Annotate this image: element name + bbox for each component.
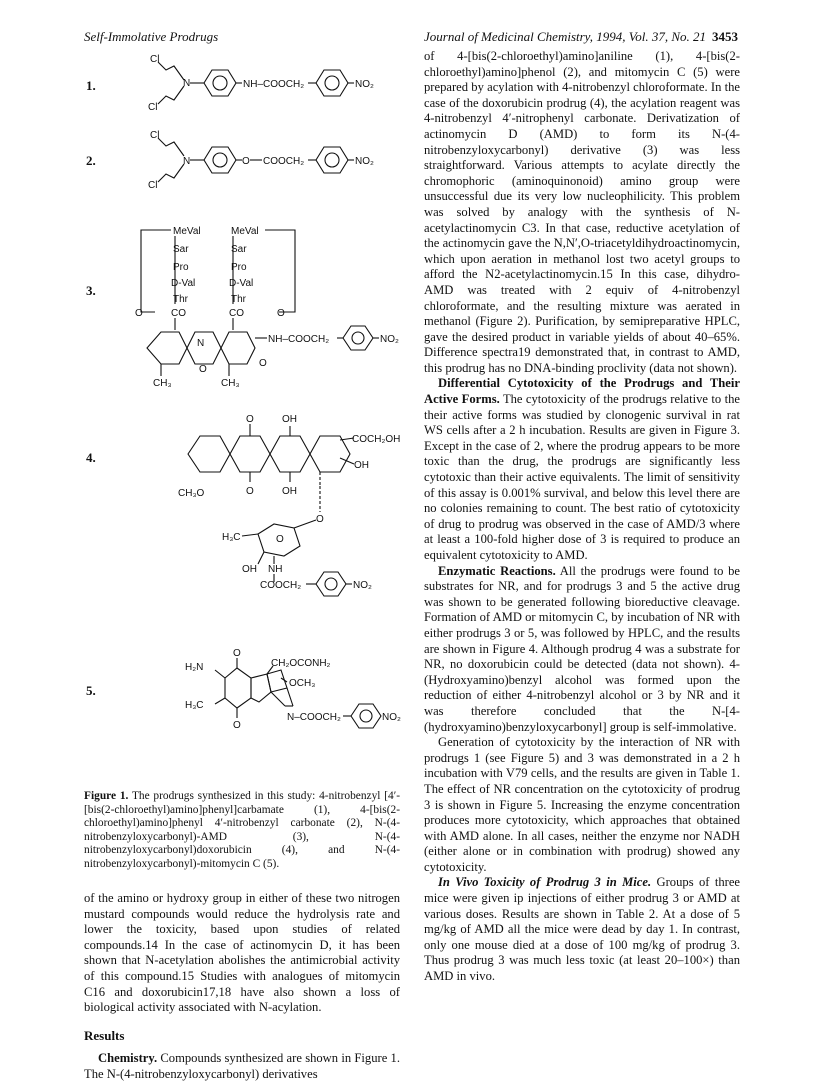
chemistry-paragraph: [84, 1051, 400, 1082]
compound-label-5: 5.: [86, 683, 96, 698]
s3-sar-1: Sar: [173, 244, 189, 255]
journal-citation: Journal of Medicinal Chemistry, 1994, Vol. 37, No. 21: [424, 29, 707, 44]
s3-pro-1: Pro: [173, 262, 189, 273]
cytotoxicity-paragraph: [424, 376, 740, 563]
s4-no2: NO₂: [353, 580, 372, 591]
structure-2: [140, 128, 380, 192]
caption-text: The prodrugs synthesized in this study: 4-nitrobenzyl [4′-[bis(2-chloroethyl)amino]phenyl]carbamate (1), 4-[bis(2-chloroethyl)amino]phenyl 4′-nitrobenzyl carbonate (2), N-(4-nitrobenzyloxycarbonyl)-AMD (3), N-(4-nitrobenzyloxycarbonyl)doxorubicin (4), and N-(4-nitrobenzyloxycarbonyl)-mitomycin C (5).: [84, 790, 400, 870]
s4-o-bottom: O: [246, 486, 254, 497]
s2-o: O: [242, 156, 250, 167]
s2-no2: NO₂: [355, 156, 374, 167]
s2-cl-bottom: Cl: [148, 180, 158, 191]
invivo-heading: In Vivo Toxicity of Prodrug 3 in Mice.: [438, 875, 652, 890]
page-number: 3453: [712, 29, 739, 44]
s5-h3c: H₃C: [185, 700, 204, 711]
compound-label-1: 1.: [86, 78, 96, 93]
s5-n-carbamate: N–COOCH₂: [287, 712, 341, 723]
s4-cococh2oh: COCH₂OH: [352, 434, 401, 445]
structure-3: [125, 220, 405, 390]
s2-carbonate: COOCH₂: [263, 156, 305, 167]
s5-h2n: H₂N: [185, 662, 204, 673]
s1-no2: NO₂: [355, 79, 374, 90]
s3-co-1: CO: [171, 308, 186, 319]
s3-o-2: O: [277, 308, 285, 319]
s3-co-2: CO: [229, 308, 244, 319]
s4-h3c: H₃C: [222, 532, 241, 543]
s3-dval-2: D-Val: [229, 278, 254, 289]
s4-o-top: O: [246, 414, 254, 425]
chemistry-heading: Chemistry.: [98, 1051, 158, 1066]
s1-cl-bottom: Cl: [148, 102, 158, 113]
s3-dval-1: D-Val: [171, 278, 196, 289]
s3-meval-1: MeVal: [173, 226, 201, 237]
enzymatic-text: All the prodrugs were found to be substrates for NR, and for prodrugs 3 and 5 the active drug was shown to be generated following bioreductive cleavage. Formation of AMD or mitomycin C, by incubation of NR with either prodrugs 3 or 5, was followed by HPLC, and the results are shown in Figure 4. Although prodrug 4 was a substrate for NR, no doxorubicin could be detected (data not shown). 4-(Hydroxyamino)benzyl alcohol was formed upon the reduction of either 4-nitrobenzyl alcohol or 3 by NR and it was therefore concluded that the N-[4-(hydroxyamino)benzyloxycarbonyl] group is self-immolative.: [424, 563, 740, 734]
s5-o-bottom: O: [233, 720, 241, 731]
compound-label-4: 4.: [86, 450, 96, 465]
s3-thr-2: Thr: [231, 294, 246, 305]
s3-o-keto: O: [259, 358, 267, 369]
s3-ch3-1: CH₃: [153, 378, 172, 389]
invivo-paragraph: [424, 875, 740, 984]
s4-oh-bottom: OH: [282, 486, 297, 497]
structure-1: [140, 52, 380, 112]
s3-meval-2: MeVal: [231, 226, 259, 237]
s5-och3: OCH₃: [289, 678, 316, 689]
invivo-text: Groups of three mice were given ip injections of either prodrug 3 or AMD at various doses. Results are shown in Table 2. At a dose of 5 mg/kg of AMD all the mice were dead by day 1. In contrast, only one mouse died at a dose of 100 mg/kg of prodrug 3. Thus prodrug 3 was much less toxic (at least 20–100×) than AMD in vivo.: [424, 875, 741, 984]
s1-carbamate: NH–COOCH₂: [243, 79, 305, 90]
s4-cooch2: COOCH₂: [260, 580, 302, 591]
s1-cl-top: Cl: [150, 54, 160, 65]
s3-n: N: [197, 338, 205, 349]
chemistry-text: Compounds synthesized are shown in Figure 1. The N-(4-nitrobenzyloxycarbonyl) derivatives: [84, 1051, 400, 1081]
compound-label-2: 2.: [86, 153, 96, 168]
left-column: [84, 891, 400, 1083]
s1-n: N: [183, 78, 191, 89]
enzymatic-paragraph: [424, 564, 740, 736]
enzymatic-heading: Enzymatic Reactions.: [438, 563, 556, 578]
results-heading: Results: [84, 1027, 125, 1043]
running-header-left: Self-Immolative Prodrugs: [84, 29, 219, 44]
caption-label: Figure 1.: [84, 790, 129, 802]
s4-oh-right: OH: [354, 460, 369, 471]
s3-carbamate: NH–COOCH₂: [268, 334, 330, 345]
s4-o-ring: O: [276, 534, 284, 545]
structure-4: [170, 402, 401, 607]
right-column: [424, 49, 740, 985]
s2-cl-top: Cl: [150, 130, 160, 141]
s5-no2: NO₂: [382, 712, 401, 723]
s3-pro-2: Pro: [231, 262, 247, 273]
s4-oh-sugar: OH: [242, 564, 257, 575]
structure-5: [175, 648, 401, 758]
s3-thr-1: Thr: [173, 294, 188, 305]
s4-ch3o: CH₃O: [178, 488, 205, 499]
compound-label-3: 3.: [86, 283, 96, 298]
s3-ch3-2: CH₃: [221, 378, 240, 389]
s4-o-glyco: O: [316, 514, 324, 525]
s2-n: N: [183, 156, 191, 167]
s5-ch2oconh2: CH₂OCONH₂: [271, 658, 331, 669]
left-paragraph-1: of the amino or hydroxy group in either of these two nitrogen mustard compounds would reduce the hydrolysis rate and lower the toxicity, based upon studies of related compounds.14 In the case of actinomycin D, it has been shown that N-acetylation abolishes the antimicrobial activity of this compound.15 Studies with analogues of mitomycin C16 and doxorubicin17,18 have also shown a loss of biological activity associated with N-acylation.: [84, 891, 400, 1015]
s5-o-top: O: [233, 648, 241, 659]
figure-caption: [84, 790, 400, 872]
running-header-right: [424, 29, 738, 45]
cytotoxicity-text: The cytotoxicity of the prodrugs relative to the their active forms was studied by clonogenic survival in rat WS cells after a 2 h incubation. Results are given in Figure 3. Except in the case of 2, where the prodrug appears to be more toxic than the drug, the prodrugs are significantly less cytotoxic than their active equivalents. The limit of sensitivity of this assay is 0.001% survival, and below this level there are no colonies remaining to count. The best ratio of cytotoxicity of drug to prodrug was observed in the case of AMD/3 where at least a 100-fold higher dose of 3 is required to produce an equivalent cytotoxicity to AMD.: [424, 392, 740, 562]
generation-paragraph: Generation of cytotoxicity by the interaction of NR with prodrugs 1 (see Figure 5) and 3 was demonstrated in a 2 h incubation with V79 cells, and the results are given in Table 1. The effect of NR concentration on the cytotoxicity of prodrug 3 is shown in Figure 5. Increasing the enzyme concentration produces more cytotoxicity, which approaches that obtained with AMD alone. In all cases, neither the enzyme nor NADH (either alone or in combination with prodrug) showed any cytotoxicity.: [424, 735, 740, 874]
s3-o-ring: O: [199, 364, 207, 375]
s3-o-1: O: [135, 308, 143, 319]
s4-oh-top: OH: [282, 414, 297, 425]
s3-no2: NO₂: [380, 334, 399, 345]
cytotoxicity-heading: Differential Cytotoxicity of the Prodrugs and Their Active Forms.: [424, 376, 740, 407]
s4-nh: NH: [268, 564, 283, 575]
s3-sar-2: Sar: [231, 244, 247, 255]
right-paragraph-1: of 4-[bis(2-chloroethyl)amino]aniline (1), 4-[bis(2-chloroethyl)amino]phenol (2), and mitomycin C (5) were prepared by acylation with 4-nitrobenzyl chloroformate. In the case of the doxorubicin prodrug (4), the acylation reagent was 4-nitrobenzyl 4′-nitrophenyl carbonate. Derivatization of actinomycin D (AMD) to form its N-(4-nitrobenzyloxycarbonyl) derivative (3) was less straightforward. Various attempts to acylate directly the chromophoric (aminoquinonoid) amino group were unsuccessful due its very low nucleophilicity. This problem was solved by analogy with the synthesis of N-acetylactinomycin C3. In that case, reductive acetylation of the actinomycin gave the N,N′,O-triacetyldihydroactinomycin, which upon aeration in methanol lost two acetyl groups to afford the N2-acetylactinomycin.15 In this case, dihydro-AMD was treated with 2 equiv of 4-nitrobenzyl chloroformate, and the resulting mixture was aerated in methanol (Figure 2). Purification, by semipreparative HPLC, gave the desired product in variable yields of about 40–65%. Difference spectra19 demonstrated that, in contrast to AMD, this prodrug has no DNA-binding proclivity (data not shown).: [424, 49, 740, 375]
